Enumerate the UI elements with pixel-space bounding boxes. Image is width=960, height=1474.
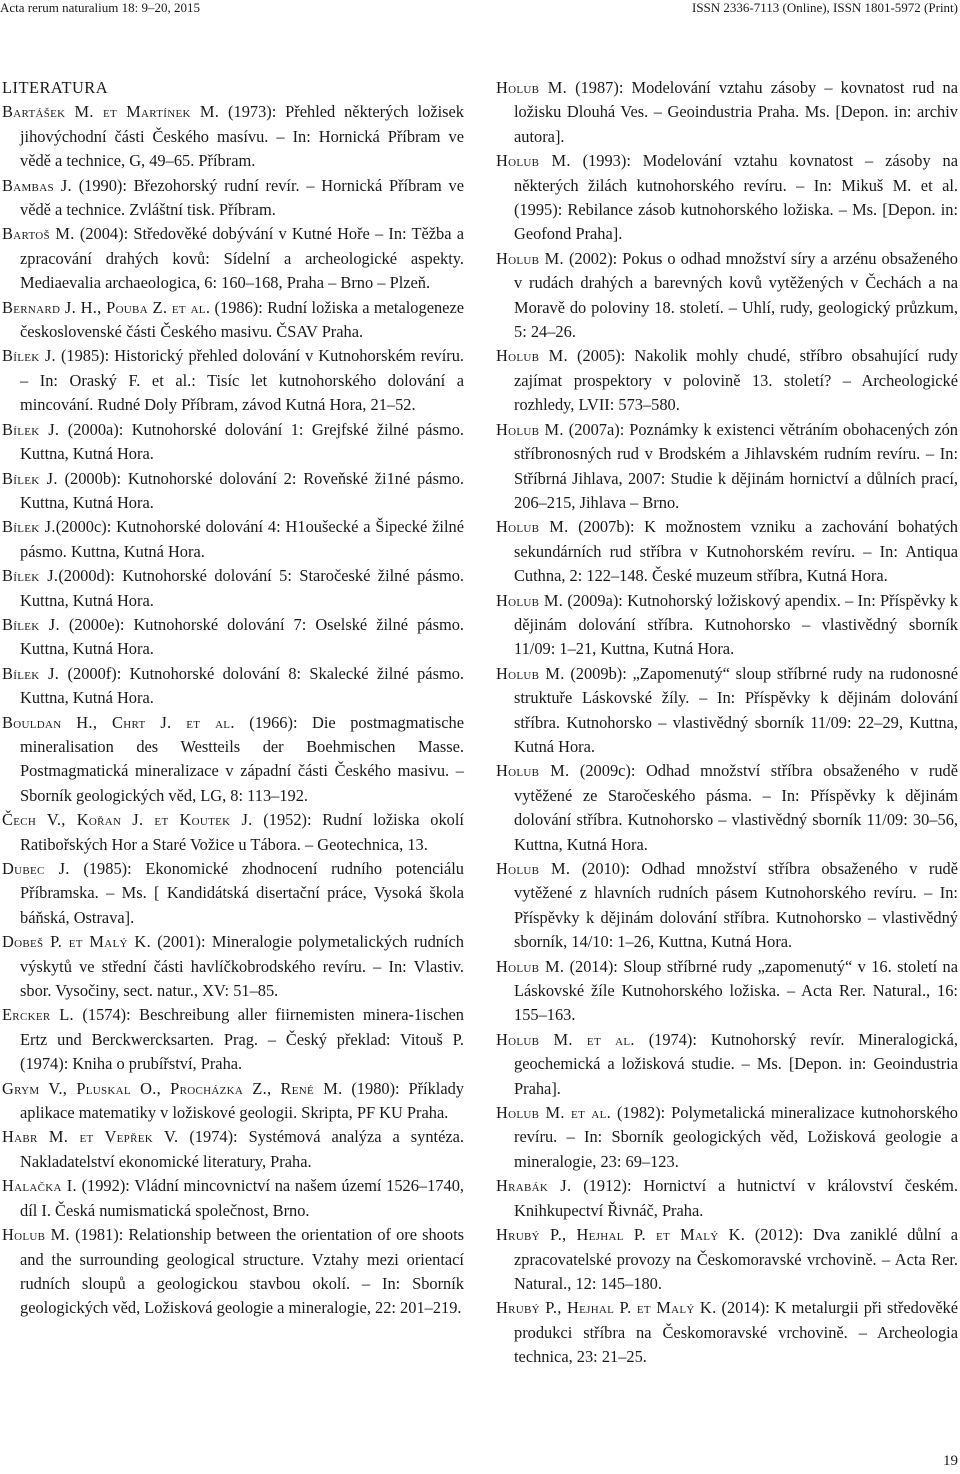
reference-entry — [496, 1296, 958, 1369]
reference-text: (1985): Historický přehled dolování v Kutnohorském revíru. – In: Oraský F. et al.: Tisíc let kutnohorského dolování a mincování. Rudné Doly Příbram, závod Kutná Hora, 21–52. — [20, 346, 465, 415]
reference-author: Holub M. — [496, 956, 565, 976]
reference-author: Bílek J. — [2, 663, 60, 683]
reference-text: (2002): Pokus o odhad množství síry a arzénu obsaženého v rudách drahých a barevných kovů vytěžených v Čechách a na Moravě do poloviny 18. století. – Uhlí, rudy, geologický průzkum, 5: 24–26. — [514, 248, 958, 342]
reference-entry — [2, 344, 464, 417]
reference-author: Halačka I. — [2, 1176, 77, 1196]
reference-author: Holub M. — [496, 151, 571, 171]
reference-author: Holub M. — [496, 590, 564, 610]
reference-entry — [2, 1223, 464, 1321]
reference-author: Bartášek M. et Martínek M. — [2, 102, 220, 122]
reference-entry — [2, 930, 464, 1003]
reference-text: (2000d): Kutnohorské dolování 5: Staročeské žilné pásmo. Kuttna, Kutná Hora. — [20, 566, 464, 610]
reference-entry — [2, 174, 464, 223]
reference-entry — [2, 296, 464, 345]
reference-text: (2009c): Odhad množství stříbra obsaženého v rudě vytěžené ze Staročeského pásma. – In: Příspěvky k dějinám dolování stříbra. Kutnohorsko – vlastivědný sborník 11/09: 30–56, Kuttna, Kutná Hora. — [514, 761, 958, 854]
reference-text: (1974): Kutnohorský revír. Mineralogická, geochemická a ložisková studie. – Ms. [Depon. in: Geoindustria Praha]. — [514, 1029, 958, 1098]
reference-author: Dubec J. — [2, 859, 70, 878]
reference-entry — [2, 711, 464, 809]
reference-text: (2001): Mineralogie polymetalických rudních výskytů ve střední části havlíčkobrodského revíru. – In: Vlastiv. sbor. Vysočiny, sect. natur., XV: 51–85. — [20, 932, 464, 1001]
reference-text: (1980): Příklady aplikace matematiky v ložiskové geologii. Skripta, PF KU Praha. — [20, 1078, 464, 1123]
reference-text: (1987): Modelování vztahu zásoby – kovnatost rud na ložisku Dlouhá Ves. – Geoindustria Praha. Ms. [Depon. in: archiv autora]. — [514, 78, 959, 146]
reference-author: Bílek J. — [2, 614, 60, 634]
reference-author: Bílek J. — [2, 346, 56, 366]
reference-entry — [2, 857, 464, 930]
reference-text: (2004): Středověké dobývání v Kutné Hoře – In: Těžba a zpracování drahých kovů: Sídelní a archeologické aspekty. Mediaevalia archaeologica, 6: 160–168, Praha – Brno – Plzeň. — [20, 224, 464, 293]
reference-author: Holub M. — [496, 663, 565, 683]
reference-author: Dobeš P. et Malý K. — [2, 932, 151, 952]
reference-text: (2010): Odhad množství stříbra obsaženého v rudě vytěžené z hlavních rudních pásem Kutnohorského revíru. – In: Příspěvky k dějinám dolování stříbra. Kutnohorsko – vlastivědný sborník, 14/10: 1–26, Kuttna, Kutná Hora. — [514, 859, 958, 952]
reference-text: (1973): Přehled některých ložisek jihovýchodní části Českého masívu. – In: Hornická Příbram ve vědě a technice, G, 49–65. Příbram. — [20, 102, 464, 171]
reference-list-right — [496, 76, 958, 1370]
reference-text: (1986): Rudní ložiska a metalogeneze československé části Českého masivu. ČSAV Praha. — [20, 297, 464, 342]
reference-text: (2000b): Kutnohorské dolování 2: Roveňské ži1né pásmo. Kuttna, Kutná Hora. — [20, 468, 464, 512]
reference-author: Holub M. — [496, 859, 571, 878]
reference-entry — [2, 1125, 464, 1174]
reference-text: (2005): Nakolik mohly chudé, stříbro obsahující rudy zajímat prospektory v polovině 13. století? – Archeologické rozhledy, LVII: 573–580. — [514, 346, 958, 415]
reference-author: Bouldan H., Chrt J. et al. — [2, 712, 235, 732]
reference-text: (1912): Hornictví a hutnictví v království českém. Knihkupectví Řivnáč, Praha. — [514, 1176, 959, 1220]
reference-text: (2014): Sloup stříbrné rudy „zapomenutý“ v 16. století na Láskovské žíle Kutnohorského ložiska. – Acta Rer. Natural., 16: 155–163. — [514, 956, 958, 1025]
reference-text: (1952): Rudní ložiska okolí Ratibořských Hor a Staré Vožice u Tábora. – Geotechnica, 13. — [20, 810, 464, 854]
reference-author: Čech V., Kořan J. et Koutek J. — [2, 810, 253, 830]
reference-author: Bílek J. — [2, 468, 58, 488]
reference-author: Bartoš M. — [2, 224, 75, 244]
reference-entry — [2, 808, 464, 857]
reference-entry — [496, 955, 958, 1028]
section-title: LITERATURA — [2, 78, 109, 97]
reference-text: (2000a): Kutnohorské dolování 1: Grejfské žilné pásmo. Kuttna, Kutná Hora. — [20, 419, 464, 464]
reference-text: (2000c): Kutnohorské dolování 4: H1oušecké a Šipecké žilné pásmo. Kuttna, Kutná Hora. — [20, 517, 465, 561]
reference-entry — [2, 613, 464, 662]
reference-entry — [496, 515, 958, 588]
reference-author: Holub M. et al. — [496, 1029, 635, 1049]
reference-text: (1990): Březohorský rudní revír. – Hornická Příbram ve vědě a technice. Zvláštní tisk. Příbram. — [20, 175, 464, 220]
page-number: 19 — [943, 1453, 958, 1469]
reference-entry — [496, 344, 958, 417]
reference-entry — [496, 1101, 958, 1174]
reference-author: Ercker L. — [2, 1005, 74, 1025]
reference-text: (1982): Polymetalická mineralizace kutnohorského revíru. – In: Sborník geologických věd, Ložisková geologie a mineralogie, 23: 69–123. — [514, 1103, 958, 1171]
reference-text: (2007b): K možnostem vzniku a zachování bohatých sekundárních rud stříbra v Kutnohorském revíru. – In: Antiqua Cuthna, 2: 122–148. České muzeum stříbra, Kutná Hora. — [514, 517, 958, 586]
reference-author: Habr M. et Vepřek V. — [2, 1127, 179, 1147]
reference-text: (2000e): Kutnohorské dolování 7: Oselské žilné pásmo. Kuttna, Kutná Hora. — [20, 614, 465, 659]
reference-entry — [496, 589, 958, 662]
reference-author: Holub M. — [496, 761, 570, 781]
reference-entry — [2, 1003, 464, 1076]
reference-author: Bernard J. H., Pouba Z. et al. — [2, 297, 211, 317]
reference-text: (1981): Relationship between the orientation of ore shoots and the surrounding geological structure. Vztahy mezi orientací rudních sloupů a geologickou stavbou okolí. – In: Sborník geologických věd, Ložisková geologie a mineralogie, 22: 201–219. — [20, 1225, 465, 1318]
reference-author: Grym V., Pluskal O., Procházka Z., René M. — [2, 1078, 343, 1098]
reference-author: Holub M. et al. — [496, 1103, 612, 1123]
reference-text: (1574): Beschreibung aller fiirnemisten minera-1ischen Ertz und Berckwercksarten. Prag. – Český překlad: Vitouš P. (1974): Kniha o prubířství, Praha. — [20, 1005, 465, 1074]
reference-author: Bílek J. — [2, 517, 56, 537]
reference-author: Hrubý P., Hejhal P. et Malý K. — [496, 1298, 717, 1318]
reference-author: Bambas J. — [2, 175, 72, 195]
reference-text: (2009a): Kutnohorský ložiskový apendix. – In: Příspěvky k dějinám dolování stříbra. Kutnohorsko – vlastivědný sborník 11/09: 1–21, Kuttna, Kutná Hora. — [514, 590, 958, 659]
reference-author: Holub M. — [496, 419, 564, 439]
reference-entry — [496, 247, 958, 345]
reference-author: Hrubý P., Hejhal P. et Malý K. — [496, 1225, 746, 1245]
reference-text: (2000f): Kutnohorské dolování 8: Skalecké žilné pásmo. Kuttna, Kutná Hora. — [20, 663, 464, 708]
journal-citation: Acta rerum naturalium 18: 9–20, 2015 — [0, 0, 201, 15]
reference-entry — [2, 1174, 464, 1223]
reference-text: (1966): Die postmagmatische mineralisation des Westteils der Boehmischen Masse. Postmagmatická mineralizace v západní části Českého masivu. – Sborník geologických věd, LG, 8: 113–192. — [20, 712, 464, 805]
reference-entry — [2, 564, 464, 613]
reference-text: (2007a): Poznámky k existenci větráním obohacených zón stříbronosných rud v Brodském a Jihlavském rudním revíru. – In: Stříbrná Jihlava, 2007: Studie k dějinám hornictví a důlních prací, 206–215, Jihlava – Brno. — [514, 419, 959, 512]
reference-entry — [2, 418, 464, 467]
reference-entry — [496, 1223, 958, 1296]
reference-author: Holub M. — [496, 517, 569, 537]
reference-entry — [496, 1174, 958, 1223]
running-header — [0, 0, 960, 16]
reference-text: (2014): K metalurgii při středověké produkci stříbra na Českomoravské vrchovině. – Archeologia technica, 23: 21–25. — [514, 1298, 958, 1367]
reference-entry — [496, 418, 958, 516]
reference-entry — [2, 222, 464, 295]
reference-author: Holub M. — [496, 346, 568, 366]
reference-entry — [2, 100, 464, 173]
reference-text: (1993): Modelování vztahu kovnatost – zásoby na některých žilách kutnohorského revíru. – In: Mikuš M. et al. (1995): Rebilance zásob kutnohorského ložiska. – Ms. [Depon. in: Geofond Praha]. — [514, 151, 958, 244]
left-column — [2, 76, 464, 1321]
reference-entry — [496, 759, 958, 857]
reference-entry — [496, 149, 958, 247]
reference-entry — [2, 467, 464, 516]
reference-entry — [2, 662, 464, 711]
reference-text: (1985): Ekonomické zhodnocení rudního potenciálu Příbramska. – Ms. [ Kandidátská disertační práce, Vysoká škola báňská, Ostrava]. — [20, 859, 465, 927]
reference-author: Holub M. — [2, 1225, 70, 1245]
reference-author: Hrabák J. — [496, 1176, 572, 1196]
reference-entry — [496, 857, 958, 955]
reference-entry — [496, 76, 958, 149]
reference-author: Bílek J. — [2, 419, 60, 439]
reference-text: (2009b): „Zapomenutý“ sloup stříbrné rudy na rudonosné struktuře Láskovské žíly. – In: Příspěvky k dějinám dolování stříbra. Kutnohorsko – vlastivědný sborník 11/09: 22–29, Kuttna, Kutná Hora. — [514, 663, 958, 756]
reference-entry — [496, 662, 958, 760]
right-column — [496, 76, 958, 1370]
reference-entry — [2, 515, 464, 564]
reference-text: (2012): Dva zaniklé důlní a zpracovatelské provozy na Českomoravské vrchovině. – Acta Rer. Natural., 12: 145–180. — [514, 1225, 959, 1293]
reference-author: Bílek J. — [2, 566, 59, 586]
reference-list-left — [2, 100, 464, 1320]
reference-entry — [2, 1077, 464, 1126]
reference-author: Holub M. — [496, 248, 564, 268]
reference-author: Holub M. — [496, 78, 567, 97]
reference-text: (1992): Vládní mincovnictví na našem území 1526–1740, díl I. Česká numismatická společnost, Brno. — [20, 1176, 464, 1220]
reference-entry — [496, 1028, 958, 1101]
issn-line: ISSN 2336-7113 (Online), ISSN 1801-5972 (Print) — [691, 0, 958, 15]
reference-text: (1974): Systémová analýza a syntéza. Nakladatelství ekonomické literatury, Praha. — [20, 1127, 464, 1171]
